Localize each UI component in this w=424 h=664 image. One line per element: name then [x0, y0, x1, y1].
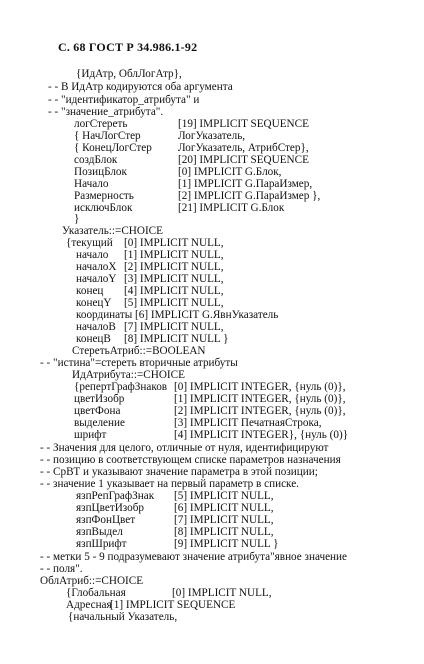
- line-text: язпЦветИзобр: [76, 502, 145, 514]
- line-text: началоВ: [76, 321, 116, 333]
- line-text: цветИзобр: [74, 393, 125, 405]
- line-definition: [5] IMPLICIT NULL,: [124, 297, 224, 309]
- line-definition: [20] IMPLICIT SEQUENCE: [178, 154, 309, 166]
- line-text: язпРепГрафЗнак: [76, 490, 155, 502]
- line-definition: [0] IMPLICIT INTEGER, {нуль (0)},: [174, 381, 346, 393]
- line-text: - - "идентификатор_атрибута" и: [48, 94, 200, 106]
- line-definition: [3] IMPLICIT ПечатнаяСтрока,: [174, 417, 322, 429]
- line-definition: ЛогУказатель, АтрибСтер},: [178, 142, 309, 154]
- line-text: - - "истина"=стереть вторичные атрибуты: [40, 357, 238, 369]
- line-definition: [2] IMPLICIT NULL,: [124, 261, 224, 273]
- line-text: { КонецЛогСтер: [74, 142, 152, 154]
- line-text: конецВ: [76, 333, 111, 345]
- line-definition: [6] IMPLICIT NULL,: [174, 502, 274, 514]
- line-text: Указатель::=CHOICE: [62, 225, 163, 237]
- line-text: язпШрифт: [76, 538, 127, 550]
- line-definition: [5] IMPLICIT NULL,: [174, 490, 274, 502]
- line-text: ОблАтриб::=CHOICE: [40, 575, 144, 587]
- text-line: [0, 538, 424, 551]
- line-definition: [1] IMPLICIT INTEGER, {нуль (0)},: [174, 393, 346, 405]
- line-text: {ИдАтр, ОблЛогАтр},: [76, 68, 182, 80]
- line-text: - - "значение_атрибута".: [48, 106, 164, 118]
- text-line: [0, 429, 424, 442]
- line-text: конец: [76, 285, 104, 297]
- line-text: { НачЛогСтер: [74, 130, 141, 142]
- line-definition: [3] IMPLICIT NULL,: [124, 273, 224, 285]
- line-definition: [7] IMPLICIT NULL,: [174, 514, 274, 526]
- line-text: - - поля".: [40, 563, 83, 575]
- line-text: конецY: [76, 297, 112, 309]
- line-definition: [1] IMPLICIT G.ПараИзмер,: [178, 178, 313, 190]
- line-text: - - Значения для целого, отличные от нуля, идентифицируют: [40, 442, 329, 454]
- line-text: ИдАтрибута::=CHOICE: [72, 369, 185, 381]
- line-definition: [19] IMPLICIT SEQUENCE: [178, 118, 309, 130]
- line-definition: [4] IMPLICIT NULL,: [124, 285, 224, 297]
- page-header: С. 68 ГОСТ Р 34.986.1-92: [58, 40, 198, 54]
- line-text: ПозицБлок: [74, 166, 127, 178]
- line-definition: [4] IMPLICIT INTEGER}, {нуль (0)}: [174, 429, 349, 441]
- text-line: [0, 611, 424, 624]
- line-text: - - СрВТ и указывают значение параметра в этой позиции;: [40, 466, 318, 478]
- line-text: координаты [6] IMPLICIT G.ЯвнУказатель: [76, 309, 279, 321]
- line-definition: [9] IMPLICIT NULL }: [174, 538, 279, 550]
- line-text: СтеретьАтриб::=BOOLEAN: [72, 345, 206, 357]
- line-text: язпВыдел: [76, 526, 123, 538]
- line-definition: [0] IMPLICIT NULL,: [124, 237, 224, 249]
- line-definition: [1] IMPLICIT NULL,: [124, 249, 224, 261]
- line-text: {репертГрафЗнаков: [74, 381, 168, 393]
- line-text: язпФонЦвет: [76, 514, 136, 526]
- line-text: начало: [76, 249, 109, 261]
- line-text: - - метки 5 - 9 подразумевают значение атрибута"явное значение: [40, 551, 347, 563]
- line-definition: [2] IMPLICIT INTEGER, {нуль (0)},: [174, 405, 346, 417]
- text-line: [0, 68, 424, 81]
- line-text: цветФона: [74, 405, 121, 417]
- line-text: - - значение 1 указывает на первый параметр в списке.: [40, 478, 299, 490]
- line-definition: [0] IMPLICIT G.Блок,: [178, 166, 282, 178]
- line-definition: [8] IMPLICIT NULL }: [124, 333, 229, 345]
- line-definition: [2] IMPLICIT G.ПараИзмер },: [178, 190, 321, 202]
- line-text: исключБлок: [74, 202, 133, 214]
- line-text: Начало: [74, 178, 109, 190]
- line-text: выделение: [74, 417, 125, 429]
- line-text: началоX: [76, 261, 117, 273]
- line-definition: ЛогУказатель,: [178, 130, 246, 142]
- line-definition: [21] IMPLICIT G.Блок: [178, 202, 285, 214]
- text-line: [0, 81, 424, 94]
- line-definition: [1] IMPLICIT SEQUENCE: [110, 599, 236, 611]
- line-text: {Глобальная: [66, 587, 126, 599]
- line-definition: [8] IMPLICIT NULL,: [174, 526, 274, 538]
- line-text: шрифт: [74, 429, 107, 441]
- line-text: {текущий: [66, 237, 113, 249]
- line-text: началоY: [76, 273, 117, 285]
- line-text: {начальный Указатель,: [68, 611, 178, 623]
- line-definition: [0] IMPLICIT NULL,: [172, 587, 272, 599]
- line-definition: [7] IMPLICIT NULL,: [124, 321, 224, 333]
- line-text: - - позицию в соответствующем списке параметров назначения: [40, 454, 341, 466]
- line-text: - - В ИдАтр кодируются оба аргумента: [48, 81, 233, 93]
- line-text: логСтереть: [74, 118, 128, 130]
- line-text: }: [74, 213, 80, 225]
- line-text: Адресная: [66, 599, 112, 611]
- line-text: создБлок: [74, 154, 118, 166]
- line-text: Размерность: [74, 190, 134, 202]
